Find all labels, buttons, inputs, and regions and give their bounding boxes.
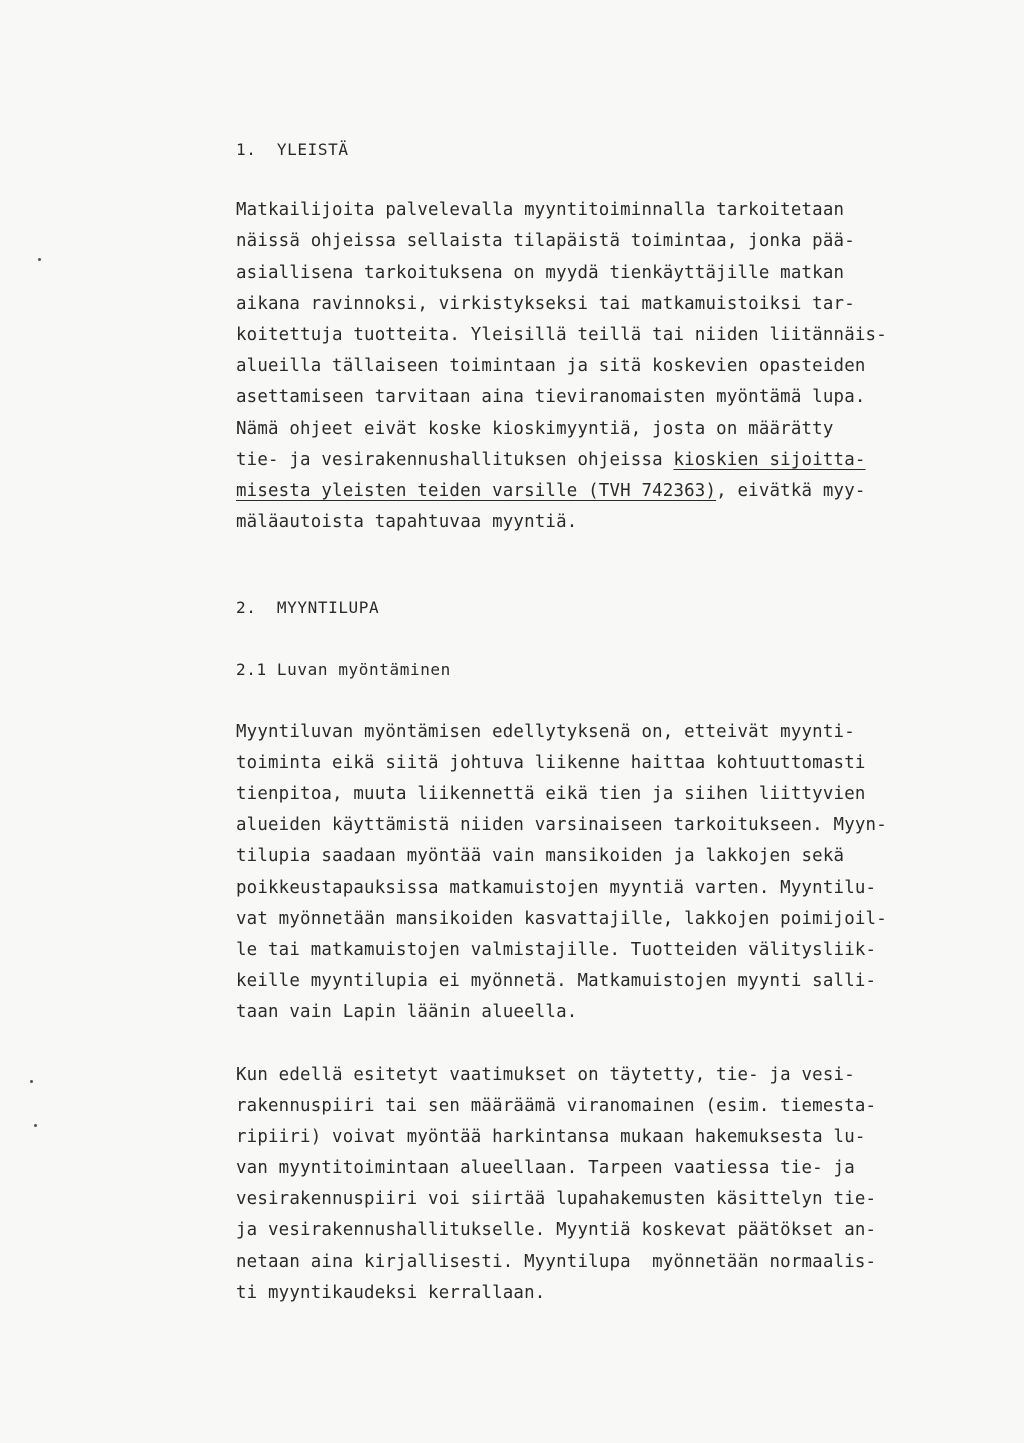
text-line: ja vesirakennushallitukselle. Myyntiä koskevat päätökset an- [236,1220,877,1241]
text-line: alueiden käyttämistä niiden varsinaiseen tarkoitukseen. Myyn- [236,815,887,836]
paragraph-luvan-myontaminen-1 [236,717,996,1029]
scan-speck [30,1080,33,1083]
paragraph-yleista [236,195,996,538]
underlined-reference: misesta yleisten teiden varsille (TVH 742363) [236,480,717,501]
text-line: alueilla tällaiseen toimintaan ja sitä koskevien opasteiden [236,356,866,377]
scan-speck [38,258,41,261]
text-line: netaan aina kirjallisesti. Myyntilupa myönnetään normaalis- [236,1251,877,1272]
underlined-reference: kioskien sijoitta- [673,449,866,470]
text-line: le tai matkamuistojen valmistajille. Tuotteiden välitysliik- [236,939,877,960]
text-line: tilupia saadaan myöntää vain mansikoiden ja lakkojen sekä [236,846,845,867]
text-line: taan vain Lapin läänin alueella. [236,1002,578,1023]
section-heading-yleista: 1. YLEISTÄ [236,140,349,159]
text-line: mäläautoista tapahtuvaa myyntiä. [236,512,578,533]
text-line: Matkailijoita palvelevalla myyntitoiminnalla tarkoitetaan [236,200,845,221]
section-heading-myyntilupa: 2. MYYNTILUPA [236,598,380,618]
text-line: näissä ohjeissa sellaista tilapäistä toimintaa, jonka pää- [236,231,855,252]
text-line: Kun edellä esitetyt vaatimukset on täytetty, tie- ja vesi- [236,1064,855,1085]
text-line: Nämä ohjeet eivät koske kioskimyyntiä, josta on määrätty [236,418,834,439]
text-fragment: , eivätkä myy- [716,480,866,501]
text-line: koitettuja tuotteita. Yleisillä teillä tai niiden liitännäis- [236,324,887,345]
subsection-heading-luvan-myontaminen: 2.1 Luvan myöntäminen [236,660,451,680]
text-line: asettamiseen tarvitaan aina tieviranomaisten myöntämä lupa. [236,387,866,408]
text-line [236,445,996,476]
text-line: ripiiri) voivat myöntää harkintansa mukaan hakemuksesta lu- [236,1126,866,1147]
text-line: van myyntitoimintaan alueellaan. Tarpeen vaatiessa tie- ja [236,1158,855,1179]
text-line: aikana ravinnoksi, virkistykseksi tai matkamuistoiksi tar- [236,293,855,314]
text-line: vesirakennuspiiri voi siirtää lupahakemusten käsittelyn tie- [236,1189,877,1210]
paragraph-luvan-myontaminen-2 [236,1060,996,1310]
text-line: Myyntiluvan myöntämisen edellytyksenä on, etteivät myynti- [236,721,855,742]
text-line: ti myyntikaudeksi kerrallaan. [236,1282,546,1303]
text-line: vat myönnetään mansikoiden kasvattajille, lakkojen poimijoil- [236,908,887,929]
document-body [236,134,996,1309]
text-line: asiallisena tarkoituksena on myydä tienkäyttäjille matkan [236,262,845,283]
text-line [236,476,996,507]
text-line: poikkeustapauksissa matkamuistojen myyntiä varten. Myyntilu- [236,877,877,898]
text-line: rakennuspiiri tai sen määräämä viranomainen (esim. tiemesta- [236,1095,877,1116]
scan-speck [34,1124,37,1127]
text-line: keille myyntilupia ei myönnetä. Matkamuistojen myynti salli- [236,971,877,992]
text-line: toiminta eikä siitä johtuva liikenne haittaa kohtuuttomasti [236,752,866,773]
text-fragment: tie- ja vesirakennushallituksen ohjeissa [236,449,674,470]
text-line: tienpitoa, muuta liikennettä eikä tien ja siihen liittyvien [236,784,866,804]
